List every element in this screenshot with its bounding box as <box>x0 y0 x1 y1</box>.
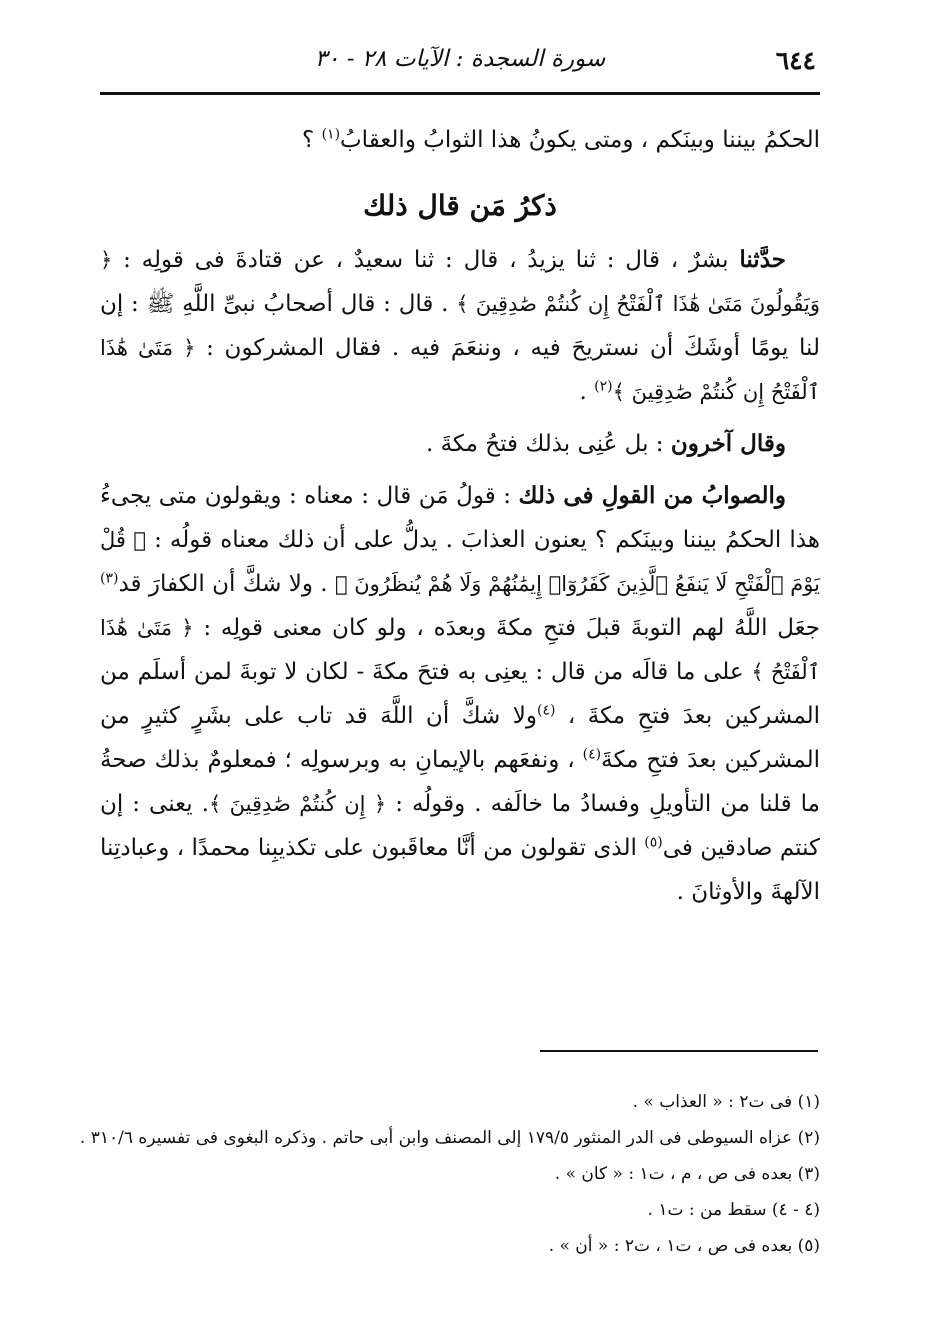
running-title: سورة السجدة : الآيات ٢٨ - ٣٠ <box>314 46 606 72</box>
footnote-5: (٥) بعده فى ص ، ت١ ، ت٢ : « أن » . <box>548 1236 820 1256</box>
footnote-ref-4-end: (٤) <box>582 746 602 763</box>
text-span: . <box>579 379 595 405</box>
page-number: ٦٤٤ <box>775 46 816 75</box>
paragraph-4 <box>100 474 820 914</box>
footnote-4: (٤ - ٤) سقط من : ت١ . <box>647 1200 820 1220</box>
text-span: : بل عُنِى بذلك فتحُ مكةَ . <box>425 431 671 457</box>
paragraph-2 <box>100 238 820 414</box>
footnote-separator <box>540 1050 818 1052</box>
footnote-3: (٣) بعده فى ص ، م ، ت١ : « كان » . <box>554 1164 820 1184</box>
text-span: . يعنى : إن كنتم صادقين فى <box>100 791 821 861</box>
text-span: جعَل اللَّهُ لهم التوبةَ قبلَ فتحِ مكةَ وبعدَه ، ولو كان معنى قولِه : <box>193 615 820 641</box>
text-span: ؟ <box>302 127 322 153</box>
footnote-ref-1: (١) <box>321 126 341 143</box>
footnote-ref-5: (٥) <box>644 834 663 851</box>
quran-quote: ﴿ قُلْ يَوْمَ ٱلْفَتْحِ لَا يَنفَعُ ٱلَّذِينَ كَفَرُوٓا۟ إِيمَٰنُهُمْ وَلَا هُمْ يُنظَرُونَ ﴾ <box>100 528 820 596</box>
text-span: ، ونفعَهم بالإيمانِ به وبرسولِه ؛ فمعلومٌ بذلك صحةُ ما قلنا من التأويلِ وفسادُ ما خالَفه . وقولُه : <box>100 747 821 817</box>
footnote-ref-2: (٢) <box>594 378 613 395</box>
footnote-ref-4-start: (٤) <box>536 702 556 719</box>
footnote-ref-3: (٣) <box>100 570 119 587</box>
text-span: على ما قالَه من قال : يعنِى به فتحَ مكةَ - لكان لا توبةَ لمن أسلَم من المشركين بعدَ فتحِ مكةَ ، <box>100 659 821 729</box>
text-span: . قال : قال أصحابُ نبىِّ اللَّهِ ﷺ : إن لنا يومًا أوشَكَ أن نستريحَ فيه ، وننعَمَ فيه . فقال المشركون : <box>100 291 820 361</box>
quran-quote: ﴿ مَتَىٰ هَٰذَا ٱلْفَتْحُ إِن كُنتُمْ صَٰدِقِينَ ﴾ <box>100 336 820 404</box>
paragraph-3 <box>100 422 820 466</box>
paragraph-1 <box>100 118 820 162</box>
lead-phrase: حدَّثنا <box>739 246 786 273</box>
section-heading: ذكرُ مَن قال ذلك <box>363 189 557 222</box>
text-span: ولا شكَّ أن اللَّهَ قد تاب على بشَرٍ كثيرٍ من المشركين بعدَ فتحِ مكةَ <box>100 703 820 773</box>
quran-quote: ﴿ إِن كُنتُمْ صَٰدِقِينَ ﴾ <box>208 792 387 816</box>
quran-quote: ﴿ وَيَقُولُونَ مَتَىٰ هَٰذَا ٱلْفَتْحُ إِن كُنتُمْ صَٰدِقِينَ ﴾ <box>100 248 820 316</box>
lead-phrase: وقال آخرون <box>670 430 786 457</box>
quran-quote: ﴿ مَتَىٰ هَٰذَا ٱلْفَتْحُ ﴾ <box>100 616 821 684</box>
text-span: الذى تقولون من أنَّا معاقَبون على تكذيبِنا محمدًا ، وعبادتِنا الآلهةَ والأوثانَ . <box>100 835 820 905</box>
header-rule <box>100 92 820 95</box>
main-text <box>100 118 820 914</box>
text-span: الحكمُ بيننا وبينَكم ، ومتى يكونُ هذا الثوابُ والعقابُ <box>340 127 820 153</box>
footnote-2: (٢) عزاه السيوطى فى الدر المنثور ١٧٩/٥ إلى المصنف وابن أبى حاتم . وذكره البغوى فى تفسيره ٣١٠/٦ . <box>79 1128 820 1148</box>
footnotes <box>79 1084 820 1264</box>
page-header <box>100 40 820 88</box>
text-span: بشرٌ ، قال : ثنا يزيدُ ، قال : ثنا سعيدٌ ، عن قتادةَ فى قولِه : <box>112 247 740 273</box>
text-span: . ولا شكَّ أن الكفارَ قد <box>118 571 335 597</box>
footnote-1: (١) فى ت٢ : « العذاب » . <box>632 1092 820 1112</box>
lead-phrase: والصوابُ من القولِ فى ذلك <box>518 482 787 509</box>
text-span: : قولُ مَن قال : معناه : ويقولون متى يجىءُ هذا الحكمُ بيننا وبينَكم ؟ يعنون العذابَ . يدلُّ على أن ذلك معناه قولُه : <box>100 483 820 553</box>
